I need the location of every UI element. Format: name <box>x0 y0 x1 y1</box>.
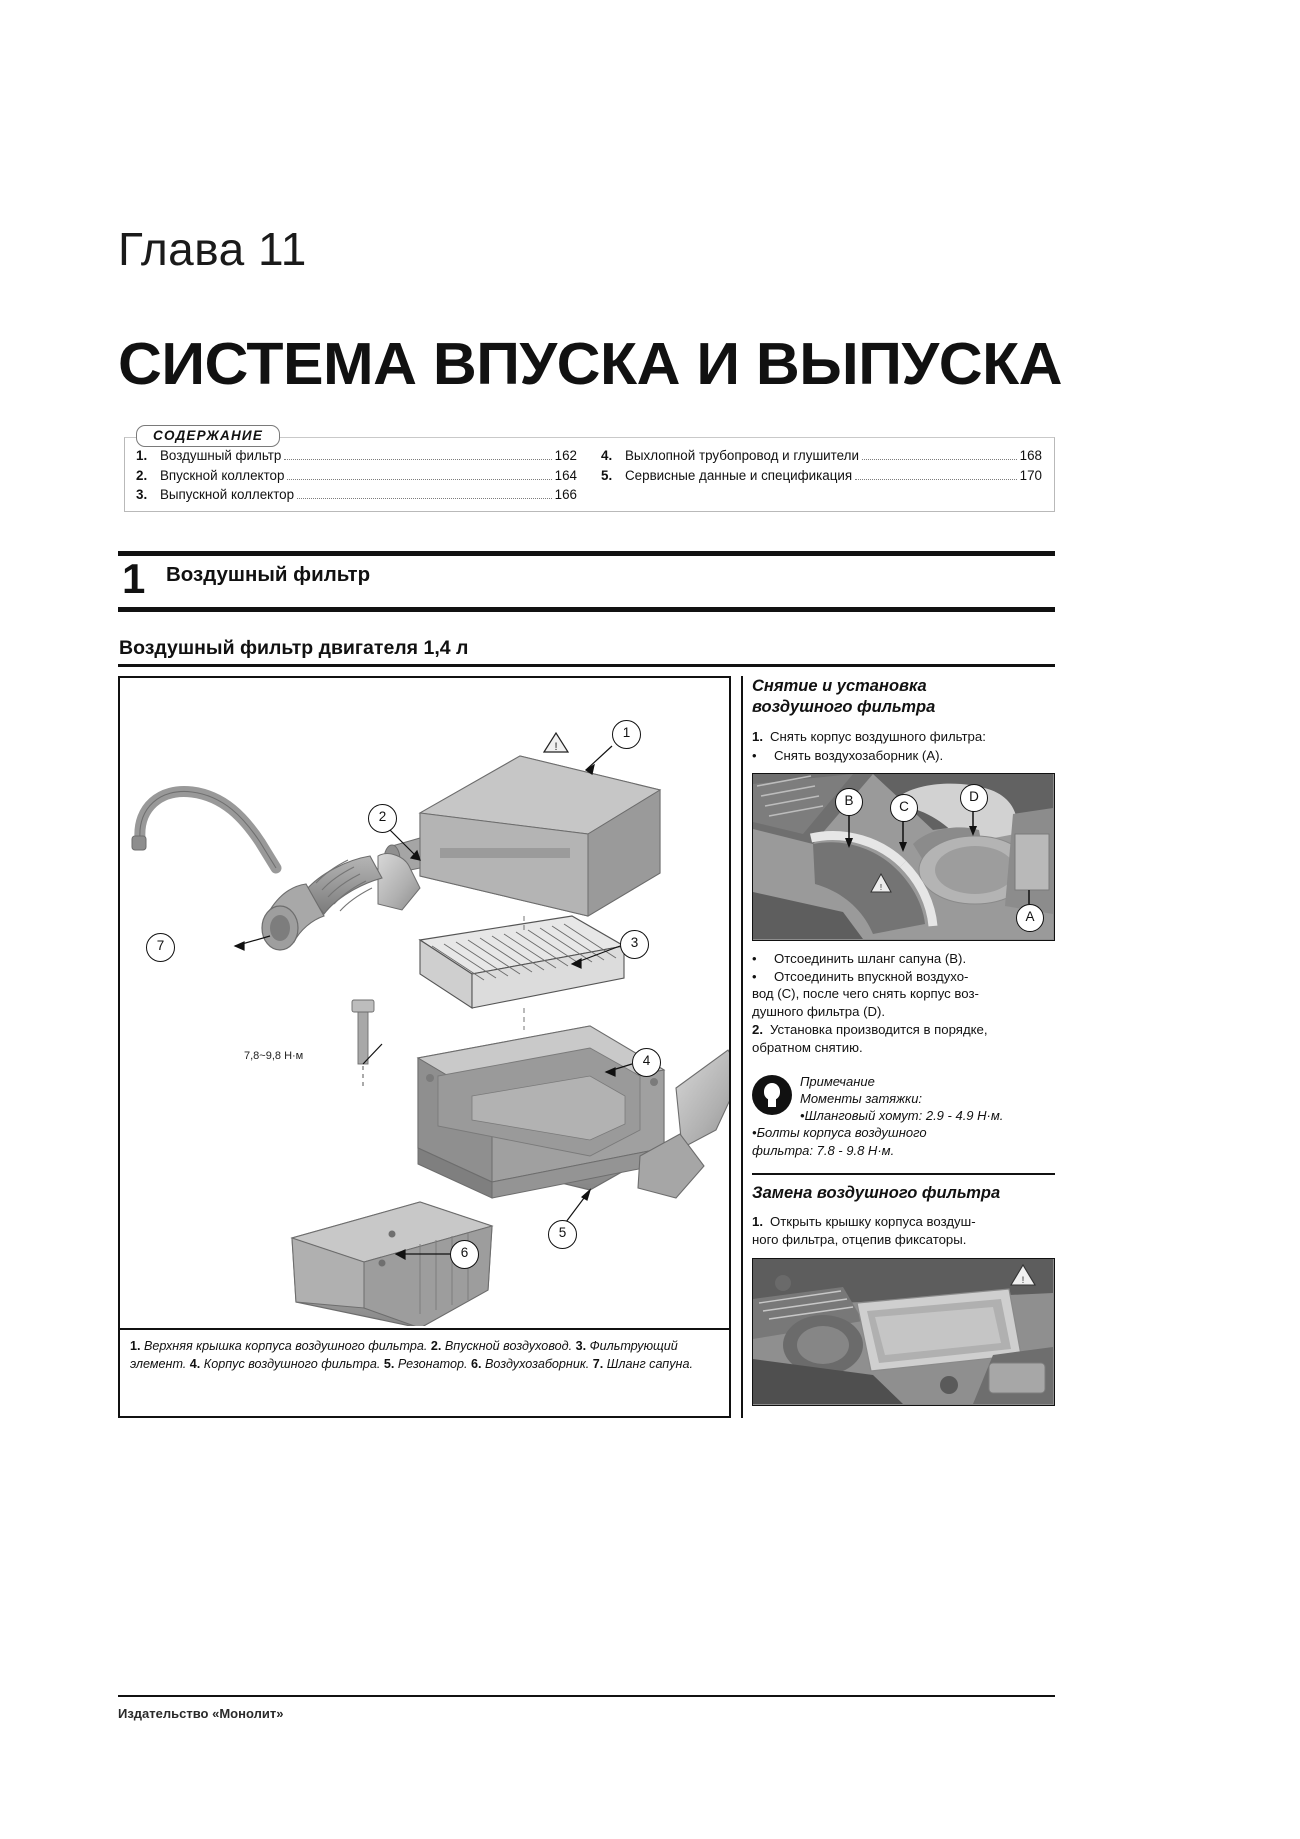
part-breather-hose <box>132 791 276 868</box>
caption-text: Корпус воздушного фильтра. <box>200 1356 384 1371</box>
toc-entry-page: 170 <box>1019 467 1042 483</box>
subsection-heading: Воздушный фильтр двигателя 1,4 л <box>119 637 469 659</box>
subsection-rule <box>118 664 1055 667</box>
exploded-diagram-svg <box>120 678 729 1326</box>
toc-entry-title: Воздушный фильтр <box>160 448 282 463</box>
caption-text: Фильтрующий элемент. <box>130 1339 678 1371</box>
note-bullet-2-cont: фильтра: 7.8 - 9.8 Н·м. <box>752 1142 895 1158</box>
heading-line-2: воздушного фильтра <box>752 698 936 716</box>
toc-entry-number: 4. <box>601 448 613 463</box>
photo-marker-C: C <box>890 794 918 822</box>
toc-entry[interactable] <box>601 446 1054 466</box>
procedure-heading-removal <box>752 676 1055 718</box>
toc-entry[interactable] <box>136 485 589 505</box>
note-body-wide <box>752 1124 1055 1158</box>
diagram-callout-3: 3 <box>620 930 649 959</box>
svg-text:!: ! <box>879 883 883 893</box>
procedure-step-2-cont: обратном снятию. <box>752 1040 863 1056</box>
toc-entry-number: 5. <box>601 467 613 483</box>
step-text: Установка производится в порядке, <box>770 1021 988 1037</box>
note-bullet-2: • Болты корпуса воздушного <box>752 1124 1055 1141</box>
procedure-step-3 <box>752 1213 1055 1231</box>
section-rule-top <box>118 551 1055 556</box>
note-line-1: Моменты затяжки: <box>800 1090 923 1106</box>
heading-line-1: Снятие и установка <box>752 677 927 695</box>
engine-bay-photo-1 <box>752 773 1055 941</box>
caption-index: 2. <box>430 1339 442 1353</box>
toc-entry[interactable] <box>136 446 589 466</box>
part-housing <box>418 1026 664 1198</box>
section-rule-bottom <box>118 607 1055 612</box>
diagram-callout-5: 5 <box>548 1220 577 1249</box>
note-body <box>752 1073 1055 1125</box>
caption-index: 6. <box>470 1356 482 1371</box>
procedure-step-1 <box>752 728 1055 746</box>
engine-bay-photo-2-svg <box>753 1259 1053 1404</box>
step-number: 1. <box>752 729 763 744</box>
toc-columns <box>124 446 1055 505</box>
engine-bay-photo-2 <box>752 1258 1055 1406</box>
note-block <box>752 1073 1055 1159</box>
toc-entry-title: Выпускной коллектор <box>160 487 295 502</box>
toc-leader-dots <box>287 470 551 480</box>
exploded-diagram-box <box>118 676 731 1418</box>
toc-entry[interactable] <box>601 466 1054 486</box>
step-text: Снять корпус воздушного фильтра: <box>770 729 986 744</box>
diagram-callout-1: 1 <box>612 720 641 749</box>
toc-tab-label: СОДЕРЖАНИЕ <box>136 425 280 447</box>
toc-entry-page: 168 <box>1019 448 1042 463</box>
procedure-bullet-c-cont-2: душного фильтра (D). <box>752 1003 886 1019</box>
diagram-callout-6: 6 <box>450 1240 479 1269</box>
part-bolt <box>352 1000 374 1088</box>
diagram-callout-7: 7 <box>146 933 175 962</box>
caption-index: 5. <box>383 1356 395 1371</box>
toc-entry-title: Выхлопной трубопровод и глушители <box>625 448 859 463</box>
note-bullet-1: • Шланговый хомут: 2.9 - 4.9 Н·м. <box>800 1107 1055 1124</box>
toc-leader-dots <box>855 470 1017 480</box>
toc-leader-dots <box>297 489 552 499</box>
caption-text: Резонатор. <box>394 1356 471 1371</box>
toc-column-right <box>589 446 1054 505</box>
toc-leader-dots <box>284 450 551 460</box>
photo-marker-D: D <box>960 784 988 812</box>
lightbulb-icon <box>752 1075 792 1115</box>
caption-index: 7. <box>592 1356 604 1371</box>
procedure-step-3-cont: ного фильтра, отцепив фиксаторы. <box>752 1232 967 1248</box>
toc-entry-title: Впускной коллектор <box>160 467 285 483</box>
toc-entry-number: 2. <box>136 467 148 483</box>
photo-marker-B: B <box>835 788 863 816</box>
chapter-title: СИСТЕМА ВПУСКА И ВЫПУСКА <box>118 331 1063 397</box>
procedure-bullet-b: • Отсоединить шланг сапуна (B). <box>752 950 1055 968</box>
toc-entry[interactable] <box>136 466 589 486</box>
note-title: Примечание <box>800 1073 875 1089</box>
toc-entry-page: 166 <box>554 487 577 502</box>
section-number: 1 <box>122 555 146 602</box>
figure-caption <box>120 1328 729 1379</box>
caption-text: Шланг сапуна. <box>603 1356 693 1371</box>
toc-entry-title: Сервисные данные и спецификация <box>625 467 853 483</box>
caption-text: Воздухозаборник. <box>481 1356 593 1371</box>
torque-label: 7,8~9,8 Н·м <box>244 1050 304 1062</box>
caption-text: Впускной воздуховод. <box>441 1339 576 1353</box>
step-text: Открыть крышку корпуса воздуш- <box>770 1213 976 1229</box>
procedure-step-2 <box>752 1021 1055 1039</box>
section-title: Воздушный фильтр <box>166 563 371 586</box>
procedure-bullet-c-cont-1: вод (C), после чего снять корпус воз- <box>752 986 979 1002</box>
toc-entry-page: 164 <box>554 467 577 483</box>
toc-entry-number: 1. <box>136 448 148 463</box>
procedure-bullet-c: • Отсоединить впускной воздухо- <box>752 968 1055 986</box>
procedure-heading-replacement: Замена воздушного фильтра <box>752 1173 1055 1204</box>
column-divider <box>741 676 743 1418</box>
toc-column-left <box>124 446 589 505</box>
toc-entry-number: 3. <box>136 487 148 502</box>
caption-text: Верхняя крышка корпуса воздушного фильтра. <box>140 1339 431 1353</box>
step-number: 1. <box>752 1213 763 1229</box>
diagram-callout-4: 4 <box>632 1048 661 1077</box>
footer-publisher: Издательство «Монолит» <box>118 1706 284 1721</box>
procedure-step-1-bullet: • Снять воздухозаборник (A). <box>752 747 1055 765</box>
caption-index: 1. <box>130 1339 141 1353</box>
svg-text:!: ! <box>1021 1274 1025 1285</box>
caption-index: 3. <box>575 1339 587 1353</box>
toc-entry-page: 162 <box>554 448 577 463</box>
exploded-diagram-canvas <box>120 678 729 1326</box>
part-upper-cover <box>384 733 660 916</box>
chapter-label: Глава 11 <box>118 223 307 275</box>
step-number: 2. <box>752 1021 763 1037</box>
part-filter-element <box>420 916 624 1008</box>
caption-index: 4. <box>189 1356 201 1371</box>
diagram-callout-2: 2 <box>368 804 397 833</box>
photo-marker-A: A <box>1016 904 1044 932</box>
procedure-column <box>752 676 1055 1406</box>
footer-rule <box>118 1695 1055 1697</box>
svg-text:!: ! <box>554 741 558 753</box>
toc-leader-dots <box>862 450 1017 460</box>
part-intake-duct <box>262 854 420 950</box>
